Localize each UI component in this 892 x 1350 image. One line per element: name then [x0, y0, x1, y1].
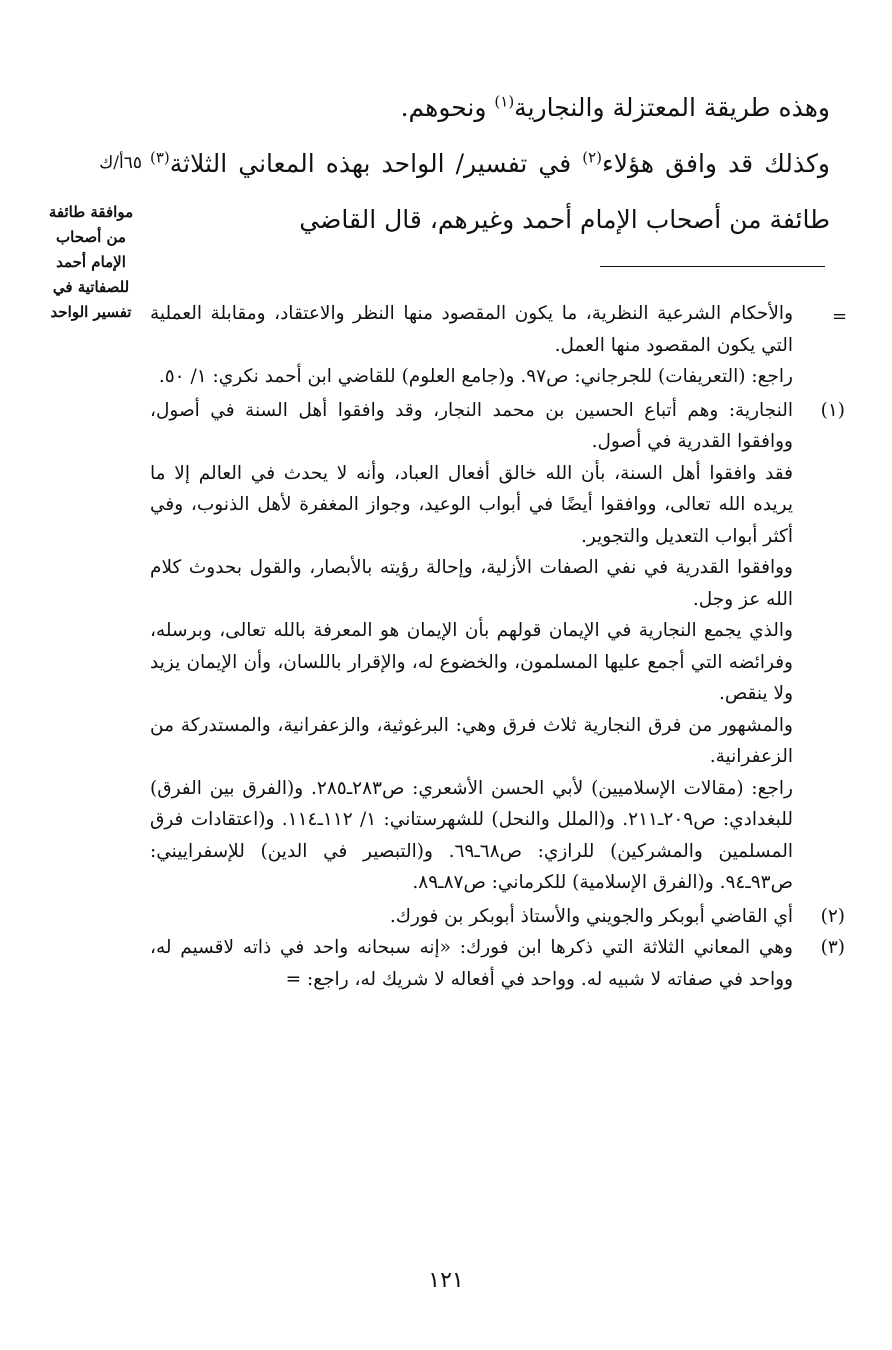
footnote-continued — [150, 298, 848, 393]
footnote-1 — [150, 395, 845, 899]
footnote-ref-2[interactable]: (٢) — [582, 148, 602, 167]
footnote-3 — [150, 932, 845, 995]
main-paragraph-2 — [150, 136, 830, 248]
footnote-paragraph: فقد وافقوا أهل السنة، بأن الله خالق أفعال العباد، وأنه لا يحدث في العالم إلا ما يريده الله تعالى، ووافقوا أيضًا في أبواب الوعيد، وجواز المغفرة لأهل الذنوب، وفي أكثر أبواب التعديل والتجوير. — [150, 462, 793, 547]
footnote-paragraph: والأحكام الشرعية النظرية، ما يكون المقصود منها النظر والاعتقاد، ومقابلة العملية التي يكون المقصود منها العمل. — [150, 303, 793, 356]
footnote-paragraph: وهي المعاني الثلاثة التي ذكرها ابن فورك: «إنه سبحانه واحد في ذاته لاقسيم له، وواحد في صفاته لا شبيه له. وواحد في أفعاله لا شريك له، راجع: = — [150, 937, 793, 990]
footnote-paragraph: والذي يجمع النجارية في الإيمان قولهم بأن الإيمان هو المعرفة بالله تعالى، وبرسله، وفرائضه التي أجمع عليها المسلمون، والخضوع له، والإقرار باللسان، وأن الإيمان يزيد ولا ينقص. — [150, 620, 793, 704]
footnote-number: (٣) — [820, 937, 845, 958]
footnote-paragraph: راجع: (مقالات الإسلاميين) لأبي الحسن الأشعري: ص٢٨٣ـ٢٨٥. و(الفرق بين الفرق) للبغدادي: ص٢٠٩ـ٢١١. و(الملل والنحل) للشهرستاني: ١/ ١١٢ـ١١٤. و(اعتقادات فرق المسلمين والمشركين) للرازي: ص٦٨ـ٦٩. و(التبصير في الدين) للإسفراييني: ص٩٣ـ٩٤. و(الفرق الإسلامية) للكرماني: ص٨٧ـ٨٩. — [150, 777, 793, 893]
margin-note: موافقة طائفة من أصحاب الإمام أحمد للصفاتية في تفسير الواحد — [48, 203, 134, 321]
footnote-ref-3[interactable]: (٣) — [150, 148, 170, 167]
manuscript-folio-ref: ٦٥أ/ك — [99, 153, 142, 173]
footnote-paragraph: أي القاضي أبوبكر والجويني والأستاذ أبوبكر بن فورك. — [389, 905, 793, 927]
footnotes — [150, 298, 848, 995]
continuation-mark: = — [832, 306, 848, 327]
main-text-segment: ونحوهم. — [400, 93, 495, 122]
footnote-number: (٢) — [820, 905, 845, 927]
main-text-segment: وكذلك قد وافق هؤلاء — [602, 149, 830, 178]
footnote-number: (١) — [820, 399, 845, 421]
footnote-paragraph: راجع: (التعريفات) للجرجاني: ص٩٧. و(جامع العلوم) للقاضي ابن أحمد نكري: ١/ ٥٠. — [158, 366, 793, 387]
main-text — [150, 80, 830, 248]
footnote-separator — [600, 266, 825, 267]
main-text-segment: طائفة من أصحاب الإمام أحمد وغيرهم، قال القاضي — [299, 205, 830, 234]
main-line-1 — [150, 80, 830, 136]
footnote-paragraph: النجارية: وهم أتباع الحسين بن محمد النجار، وقد وافقوا أهل السنة في أصول، ووافقوا القدرية في أصول. — [150, 399, 793, 452]
footnote-paragraph: ووافقوا القدرية في نفي الصفات الأزلية، وإحالة رؤيته بالأبصار، والقول بحدوث كلام الله عز وجل. — [150, 557, 793, 610]
page-number: ١٢١ — [428, 1268, 464, 1293]
footnote-2 — [150, 901, 845, 933]
main-text-segment: وهذه طريقة المعتزلة والنجارية — [514, 93, 830, 122]
main-text-segment: في تفسير/ الواحد بهذه المعاني الثلاثة — [169, 149, 583, 178]
footnote-ref-1[interactable]: (١) — [494, 92, 515, 111]
footnote-paragraph: والمشهور من فرق النجارية ثلاث فرق وهي: البرغوثية، والزعفرانية، والمستدركة من الزعفرانية. — [150, 714, 793, 767]
